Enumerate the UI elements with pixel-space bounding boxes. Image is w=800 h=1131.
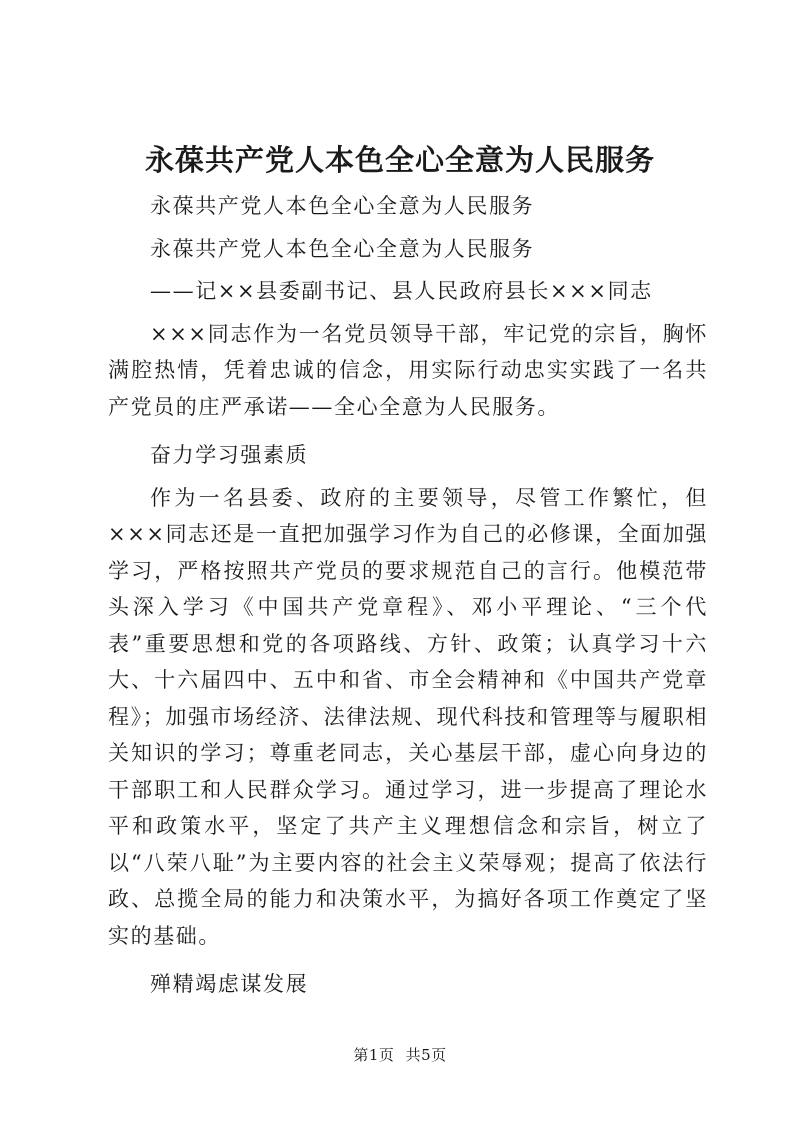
page-number: 第1页: [353, 1046, 395, 1064]
paragraph-byline: ——记××县委副书记、县人民政府县长×××同志: [150, 279, 653, 303]
page-footer: [0, 1045, 800, 1065]
paragraph-intro: ×××同志作为一名党员领导干部，牢记党的宗旨，胸怀满腔热情，凭着忠诚的信念，用实际行动忠实实践了一名共产党员的庄严承诺——全心全意为人民服务。: [108, 321, 708, 419]
paragraph-subtitle-repeat: 永葆共产党人本色全心全意为人民服务: [150, 236, 535, 261]
paragraph-subtitle: 永葆共产党人本色全心全意为人民服务: [150, 194, 535, 218]
section-heading-development: 殚精竭虑谋发展: [150, 972, 309, 996]
paragraph-study: 作为一名县委、政府的主要领导，尽管工作繁忙，但×××同志还是一直把加强学习作为自己的必修课，全面加强学习，严格按照共产党员的要求规范自己的言行。他模范带头深入学习《中国共产党章程》、邓小平理论、“三个代表”重要思想和党的各项路线、方针、政策；认真学习十六大、十六届四中、五中和省、市全会精神和《中国共产党章程》；加强市场经济、法律法规、现代科技和管理等与履职相关知识的学习；尊重老同志，关心基层干部，虚心向身边的干部职工和人民群众学习。通过学习，进一步提高了理论水平和政策水平，坚定了共产主义理想信念和宗旨，树立了以“八荣八耻”为主要内容的社会主义荣辱观；提高了依法行政、总揽全局的能力和决策水平，为搞好各项工作奠定了坚实的基础。: [108, 485, 708, 948]
section-heading-study: 奋力学习强素质: [150, 443, 309, 467]
document-body: [108, 188, 708, 1003]
document-title: 永葆共产党人本色全心全意为人民服务: [144, 143, 655, 177]
page-total: 共5页: [405, 1046, 447, 1064]
